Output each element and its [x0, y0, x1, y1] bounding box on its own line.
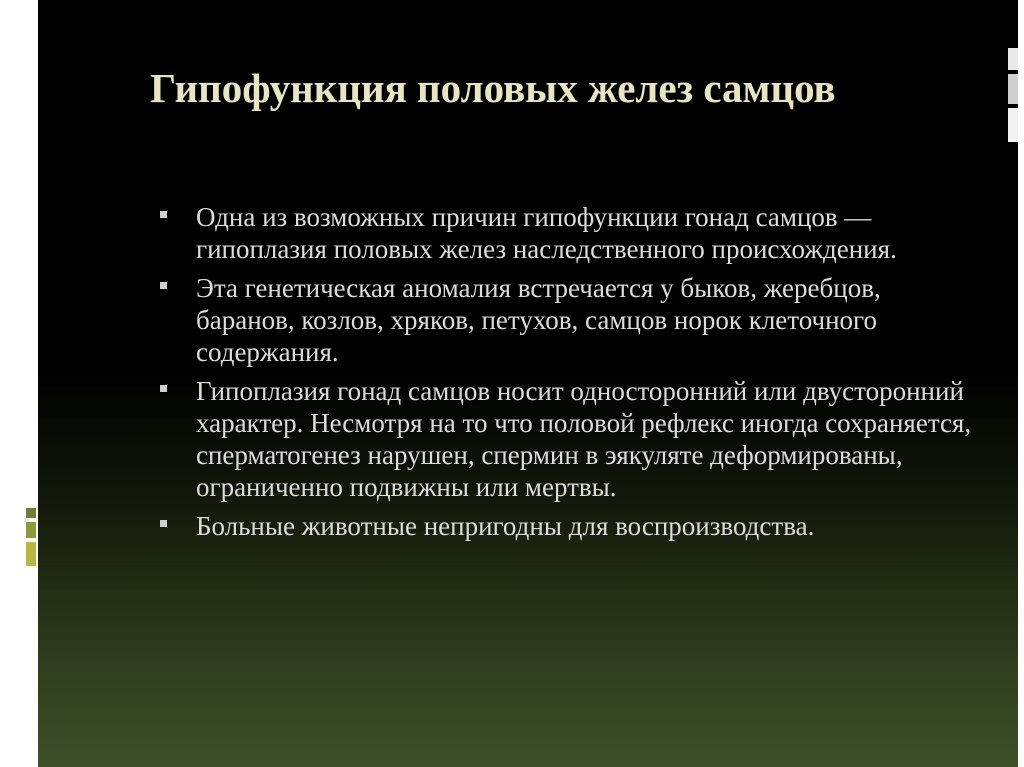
- square-bullet-icon: [160, 385, 167, 392]
- square-bullet-icon: [160, 520, 167, 527]
- decorative-bar: [1008, 108, 1018, 142]
- decorative-bar: [26, 542, 36, 566]
- square-bullet-icon: [160, 211, 167, 218]
- bullet-item: [160, 375, 980, 503]
- bullet-list: [160, 201, 980, 549]
- decorative-bar: [1008, 74, 1018, 104]
- bullet-text: Гипоплазия гонад самцов носит односторонний или двусторонний характер. Несмотря на то что половой рефлекс иногда сохраняется, сперматогенез нарушен, спермин в эякуляте деформированы, ограниченно подвижны или мертвы.: [196, 376, 972, 502]
- bullet-item: [160, 510, 980, 542]
- bullet-item: [160, 272, 980, 368]
- square-bullet-icon: [160, 282, 167, 289]
- left-page-margin: [0, 0, 38, 767]
- decorative-bar: [26, 508, 36, 518]
- decorative-bar: [1008, 48, 1018, 70]
- decorative-bar: [26, 522, 36, 538]
- right-page-margin: [1018, 0, 1024, 767]
- slide-background: [38, 0, 1018, 767]
- slide-title: Гипофункция половых желез самцов: [150, 65, 836, 111]
- bullet-text: Одна из возможных причин гипофункции гонад самцов — гипоплазия половых желез наследственного происхождения.: [196, 202, 897, 264]
- bullet-item: [160, 201, 980, 265]
- bullet-text: Больные животные непригодны для воспроизводства.: [196, 511, 815, 541]
- bullet-text: Эта генетическая аномалия встречается у быков, жеребцов, баранов, козлов, хряков, петухов, самцов норок клеточного содержания.: [196, 273, 881, 367]
